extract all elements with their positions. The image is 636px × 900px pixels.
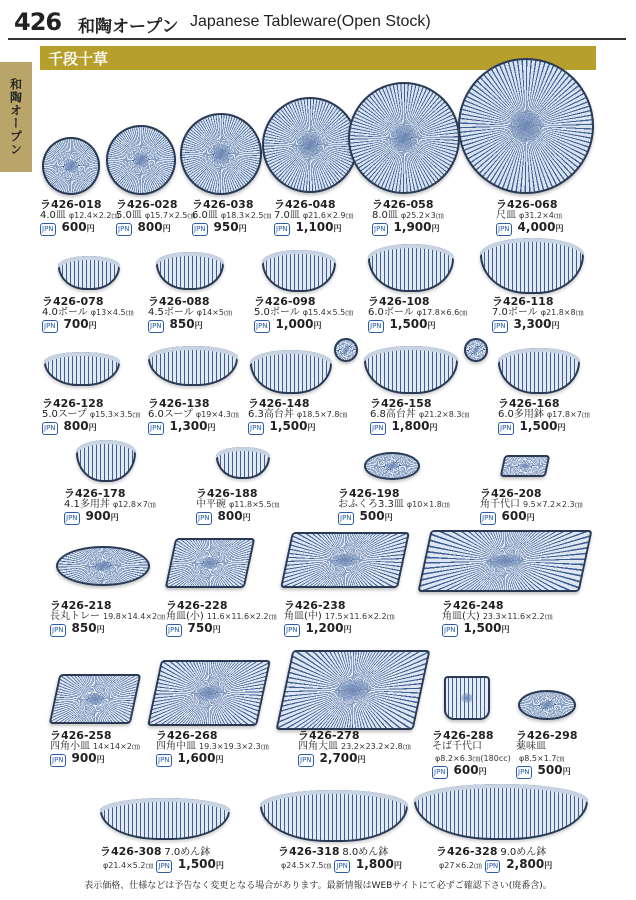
product-image-148-top <box>334 338 358 362</box>
product-image-128 <box>44 352 120 386</box>
product-item: ラ426-178 4.1多用丼 φ12.8×7㎝ JPN 900円 <box>64 487 156 523</box>
product-image-268 <box>147 660 271 726</box>
product-image-168 <box>498 348 580 394</box>
product-item: ラ426-318 8.0めん鉢 φ24.5×7.5㎝ JPN 1,800円 <box>278 845 402 871</box>
product-item: ラ426-088 4.5ボール φ14×5㎝ JPN 850円 <box>148 295 232 331</box>
product-image-038 <box>180 113 262 195</box>
page-subtitle: Japanese Tableware(Open Stock) <box>190 13 431 30</box>
product-item: ラ426-198 おふくろ3.3皿 φ10×1.8㎝ JPN 500円 <box>338 487 450 523</box>
product-image-318 <box>260 790 408 842</box>
product-image-158 <box>364 346 458 394</box>
product-image-238 <box>280 532 410 588</box>
product-item: ラ426-038 6.0皿 φ18.3×2.5㎝ JPN 950円 <box>192 198 272 234</box>
product-item: ラ426-218 長丸トレー 19.8×14.4×2㎝ JPN 850円 <box>50 599 166 635</box>
product-image-198 <box>364 452 420 480</box>
product-image-028 <box>106 125 176 195</box>
product-image-068 <box>458 58 594 194</box>
product-item: ラ426-278 四角大皿 23.2×23.2×2.8㎝ JPN 2,700円 <box>298 729 411 765</box>
product-image-188 <box>216 447 270 479</box>
product-image-178 <box>76 440 136 482</box>
product-image-278 <box>275 650 430 730</box>
product-item: ラ426-288 そば千代口 φ8.2×6.3㎝(180cc) JPN 600円 <box>432 729 511 777</box>
product-image-228 <box>165 538 256 588</box>
product-item: ラ426-248 角皿(大) 23.3×11.6×2.2㎝ JPN 1,500円 <box>442 599 553 635</box>
footnote: 表示価格、仕様などは予告なく変更となる場合があります。最新情報はWEBサイトにて必ずご確認下さい(廃番含)。 <box>84 881 552 891</box>
product-image-018 <box>42 137 100 195</box>
product-image-078 <box>58 256 120 290</box>
product-item: ラ426-158 6.8高台丼 φ21.2×8.3㎝ JPN 1,800円 <box>370 397 470 433</box>
product-item: ラ426-058 8.0皿 φ25.2×3㎝ JPN 1,900円 <box>372 198 444 234</box>
product-image-098 <box>262 250 336 292</box>
product-image-088 <box>156 252 224 290</box>
product-image-118 <box>480 238 584 294</box>
product-item: ラ426-268 四角中皿 19.3×19.3×2.3㎝ JPN 1,600円 <box>156 729 269 765</box>
product-image-048 <box>262 97 358 193</box>
product-image-158-top <box>464 338 488 362</box>
header-divider <box>8 38 626 40</box>
product-item: ラ426-168 6.0多用鉢 φ17.8×7㎝ JPN 1,500円 <box>498 397 590 433</box>
product-image-208 <box>500 455 551 477</box>
product-image-308 <box>100 798 230 840</box>
product-item: ラ426-118 7.0ボール φ21.8×8㎝ JPN 3,300円 <box>492 295 584 331</box>
product-image-108 <box>368 244 454 292</box>
product-item: ラ426-328 9.0めん鉢 φ27×6.2㎝ JPN 2,800円 <box>436 845 553 871</box>
product-item: ラ426-078 4.0ボール φ13×4.5㎝ JPN 700円 <box>42 295 134 331</box>
product-item: ラ426-128 5.0スープ φ15.3×3.5㎝ JPN 800円 <box>42 397 141 433</box>
product-image-288 <box>444 676 490 720</box>
page-number: 426 <box>14 8 62 36</box>
product-item: ラ426-308 7.0めん鉢 φ21.4×5.2㎝ JPN 1,500円 <box>100 845 224 871</box>
page-header <box>0 0 636 40</box>
product-item: ラ426-138 6.0スープ φ19×4.3㎝ JPN 1,300円 <box>148 397 239 433</box>
product-item: ラ426-298 薬味皿 φ8.5×1.7㎝ JPN 500円 <box>516 729 578 777</box>
product-item: ラ426-238 角皿(中) 17.5×11.6×2.2㎝ JPN 1,200円 <box>284 599 395 635</box>
product-item: ラ426-018 4.0皿 φ12.4×2.2㎝ JPN 600円 <box>40 198 120 234</box>
section-title: 千段十草 <box>48 50 109 68</box>
page-title: 和陶オープン <box>78 17 179 37</box>
product-item: ラ426-208 角千代口 9.5×7.2×2.3㎝ JPN 600円 <box>480 487 583 523</box>
product-item: ラ426-108 6.0ボール φ17.8×6.6㎝ JPN 1,500円 <box>368 295 468 331</box>
product-image-258 <box>49 674 142 724</box>
product-item: ラ426-098 5.0ボール φ15.4×5.5㎝ JPN 1,000円 <box>254 295 354 331</box>
product-image-248 <box>417 530 592 592</box>
product-item: ラ426-188 中平碗 φ11.8×5.5㎝ JPN 800円 <box>196 487 280 523</box>
product-item: ラ426-228 角皿(小) 11.6×11.6×2.2㎝ JPN 750円 <box>166 599 277 635</box>
product-image-218 <box>56 546 150 586</box>
product-image-328 <box>414 784 588 840</box>
side-tab: 和陶オープン <box>0 62 32 172</box>
product-item: ラ426-148 6.3高台丼 φ18.5×7.8㎝ JPN 1,500円 <box>248 397 348 433</box>
product-item: ラ426-028 5.0皿 φ15.7×2.5㎝ JPN 800円 <box>116 198 196 234</box>
product-item: ラ426-258 四角小皿 14×14×2㎝ JPN 900円 <box>50 729 140 765</box>
product-image-148 <box>250 350 332 394</box>
product-image-138 <box>148 346 238 386</box>
product-item: ラ426-048 7.0皿 φ21.6×2.9㎝ JPN 1,100円 <box>274 198 354 234</box>
product-image-058 <box>348 82 460 194</box>
product-image-298 <box>518 690 576 720</box>
product-item: ラ426-068 尺皿 φ31.2×4㎝ JPN 4,000円 <box>496 198 564 234</box>
